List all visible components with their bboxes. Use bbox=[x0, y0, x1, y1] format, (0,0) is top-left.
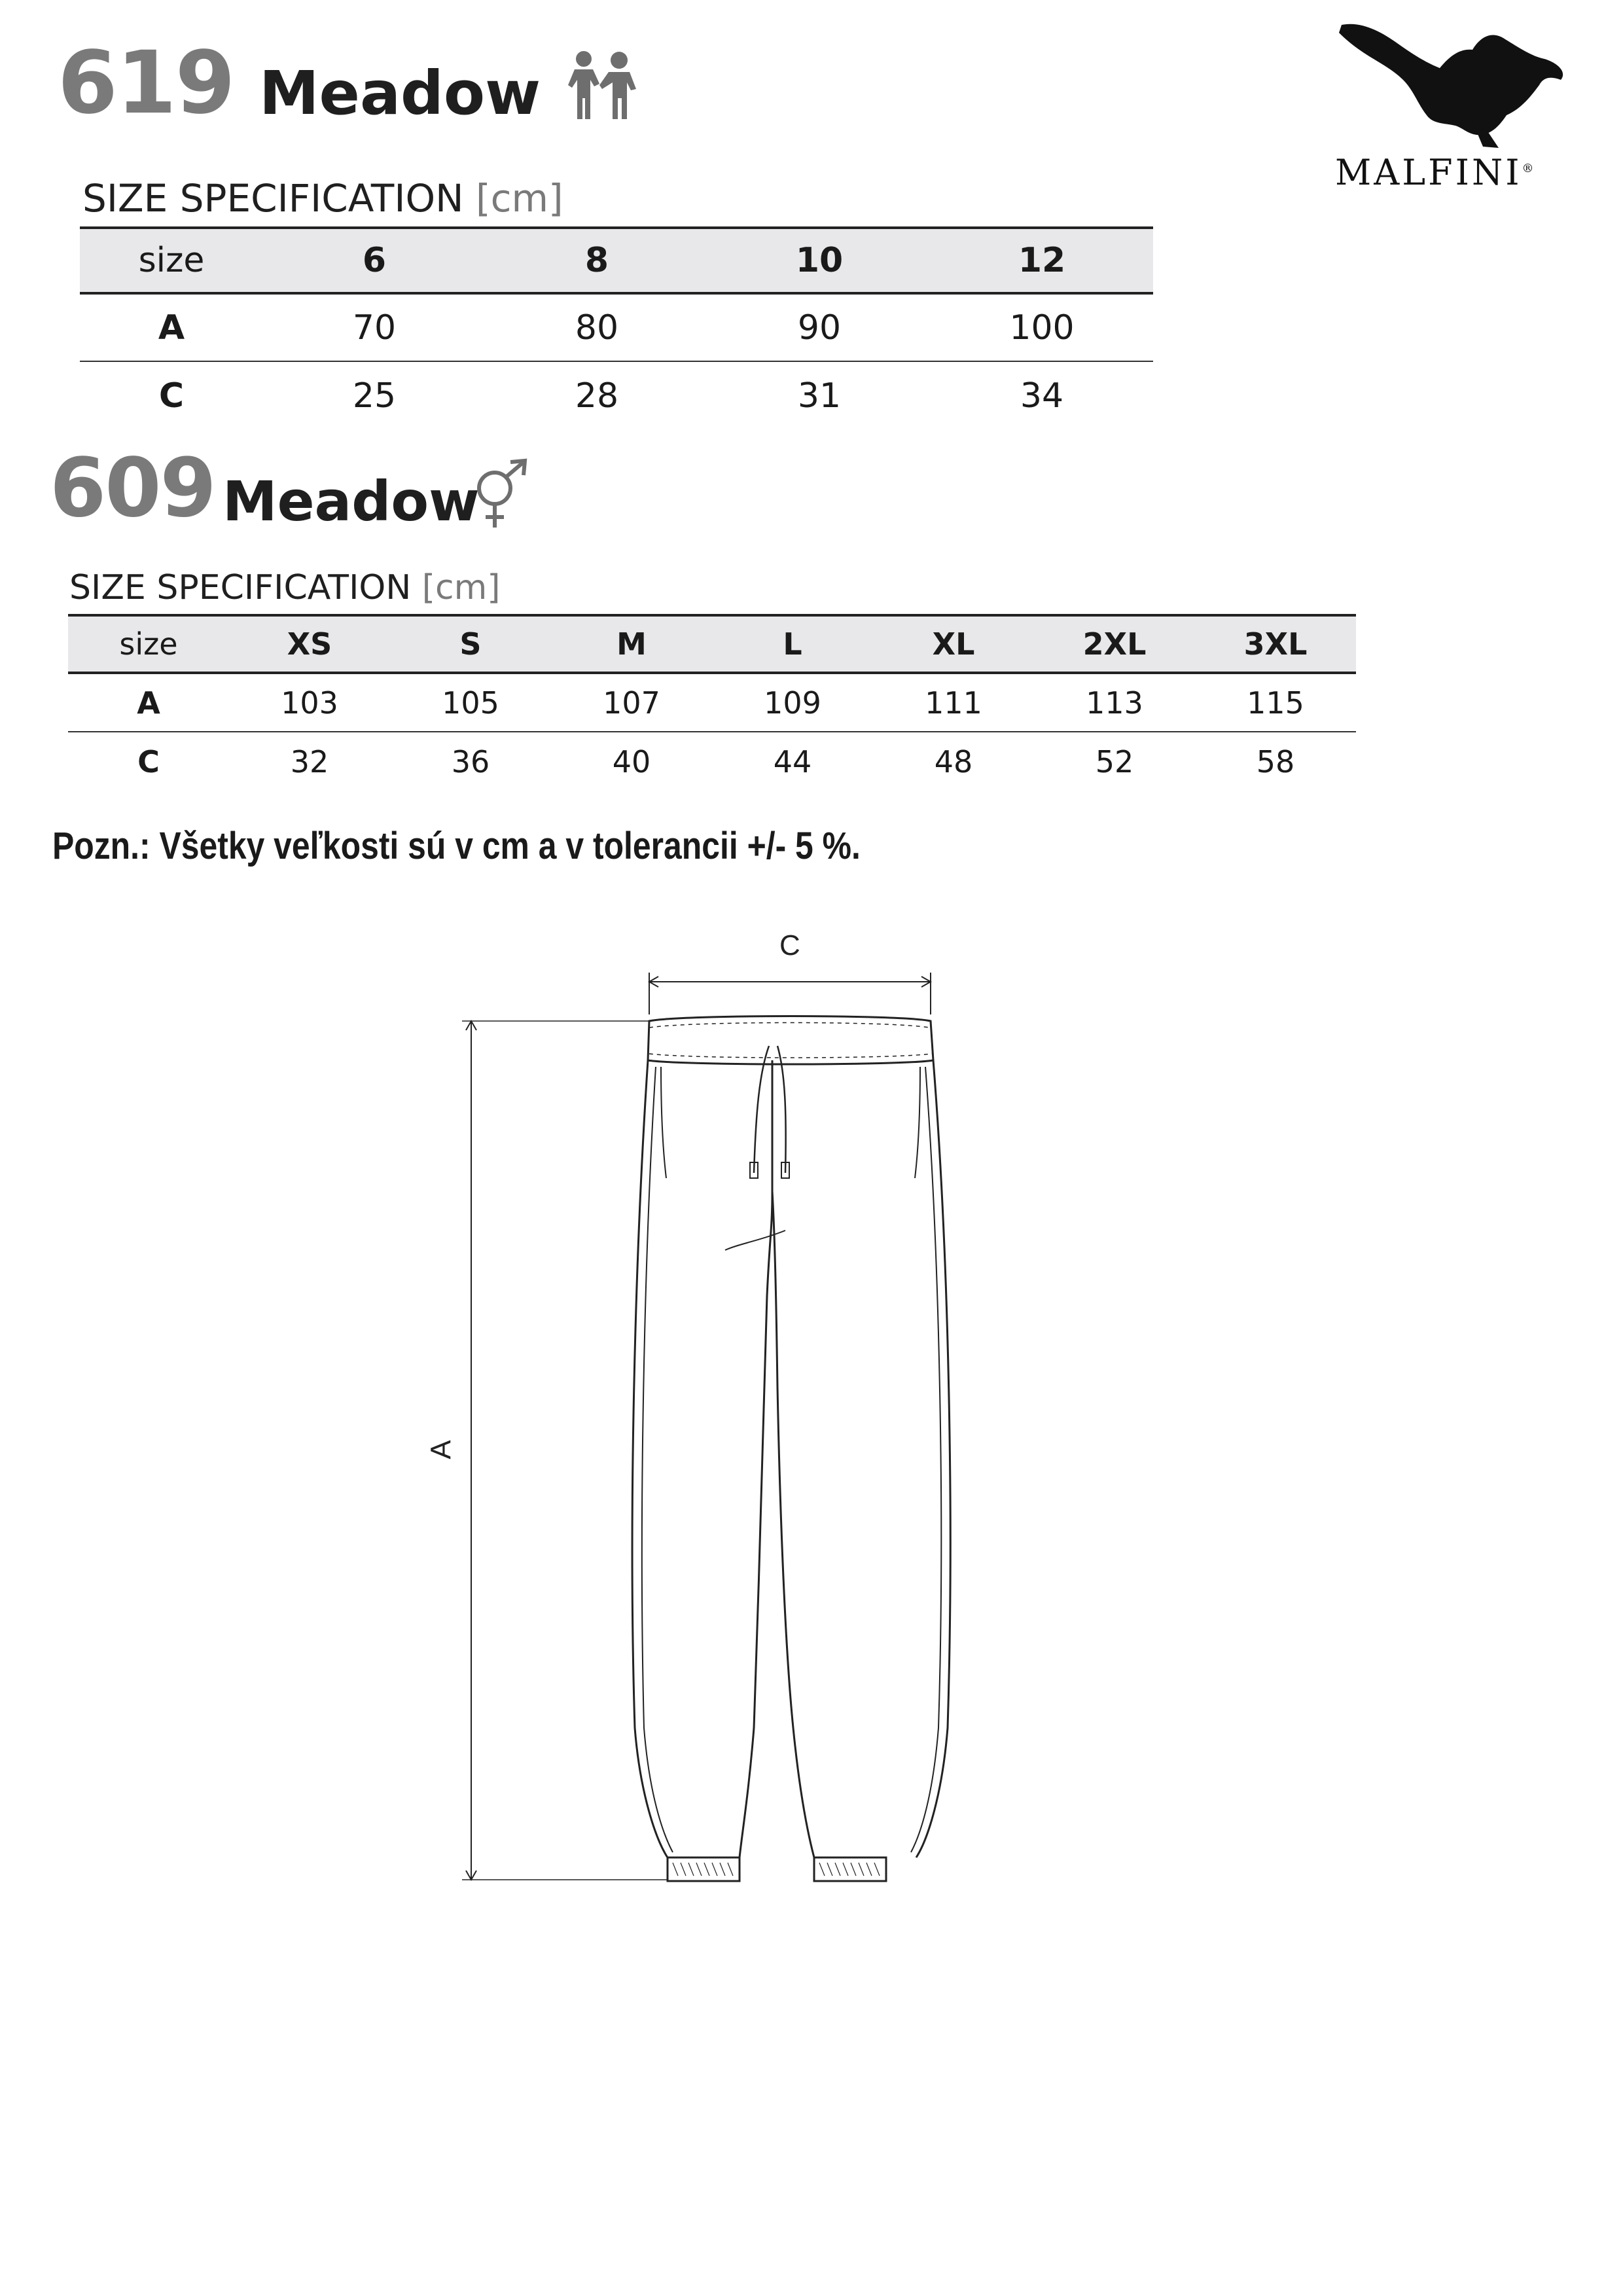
table-cell: 105 bbox=[442, 685, 499, 721]
header-cell: 6 bbox=[263, 228, 486, 293]
row-label: C bbox=[137, 744, 160, 780]
table-cell: 100 bbox=[1009, 308, 1075, 348]
header-cell: size bbox=[68, 615, 229, 673]
table-cell: 40 bbox=[612, 744, 651, 780]
header-cell: M bbox=[551, 615, 712, 673]
row-label: A bbox=[137, 685, 160, 721]
table-cell: 107 bbox=[603, 685, 660, 721]
product2-number: 609 bbox=[50, 441, 215, 535]
eagle-icon bbox=[1335, 17, 1584, 148]
header-cell: 2XL bbox=[1034, 615, 1195, 673]
table-cell: 44 bbox=[773, 744, 812, 780]
table-cell: 113 bbox=[1086, 685, 1143, 721]
table-cell: 115 bbox=[1247, 685, 1304, 721]
product1-number: 619 bbox=[58, 33, 234, 134]
table-cell: 32 bbox=[290, 744, 329, 780]
product1-name: Meadow bbox=[259, 58, 541, 128]
table-header-row bbox=[68, 615, 1356, 673]
table-cell: 80 bbox=[575, 308, 619, 348]
header-cell: S bbox=[390, 615, 551, 673]
table-header-row bbox=[80, 228, 1153, 293]
table-cell: 70 bbox=[352, 308, 397, 348]
table-cell: 31 bbox=[797, 376, 842, 416]
table-cell: 48 bbox=[934, 744, 973, 780]
malfini-logo bbox=[1335, 17, 1584, 193]
product2-name: Meadow bbox=[223, 469, 480, 533]
table-cell: 58 bbox=[1256, 744, 1295, 780]
header-cell: XS bbox=[229, 615, 390, 673]
header-cell: L bbox=[712, 615, 873, 673]
header-cell: size bbox=[80, 228, 263, 293]
unisex-icon bbox=[469, 458, 531, 530]
dimension-label-a: A bbox=[425, 1440, 457, 1460]
header-cell: 3XL bbox=[1195, 615, 1356, 673]
kids-icon bbox=[568, 50, 636, 120]
table-cell: 109 bbox=[764, 685, 821, 721]
header-cell: 8 bbox=[486, 228, 708, 293]
header-cell: 10 bbox=[708, 228, 931, 293]
table-cell: 28 bbox=[575, 376, 619, 416]
table-row bbox=[68, 732, 1356, 791]
header-cell: XL bbox=[873, 615, 1034, 673]
row-label: C bbox=[158, 376, 185, 416]
table-row bbox=[68, 673, 1356, 732]
product2-spec-title: SIZE SPECIFICATION [cm] bbox=[69, 568, 501, 607]
table-cell: 111 bbox=[925, 685, 982, 721]
product1-spec-title: SIZE SPECIFICATION [cm] bbox=[82, 176, 563, 221]
row-label: A bbox=[158, 308, 185, 348]
tolerance-note: Pozn.: Všetky veľkosti sú v cm a v tolerancii +/- 5 %. bbox=[52, 825, 861, 867]
table-cell: 25 bbox=[352, 376, 397, 416]
product2-size-table bbox=[68, 614, 1356, 791]
table-cell: 52 bbox=[1095, 744, 1134, 780]
header-cell: 12 bbox=[931, 228, 1153, 293]
table-row bbox=[80, 361, 1153, 429]
table-row bbox=[80, 293, 1153, 361]
dimension-label-c: C bbox=[779, 929, 800, 961]
table-cell: 36 bbox=[451, 744, 490, 780]
product1-size-table bbox=[80, 226, 1153, 429]
trousers-diagram bbox=[419, 929, 1008, 1911]
brand-name: MALFINI® bbox=[1335, 152, 1537, 193]
table-cell: 103 bbox=[281, 685, 338, 721]
table-cell: 90 bbox=[797, 308, 842, 348]
table-cell: 34 bbox=[1020, 376, 1064, 416]
